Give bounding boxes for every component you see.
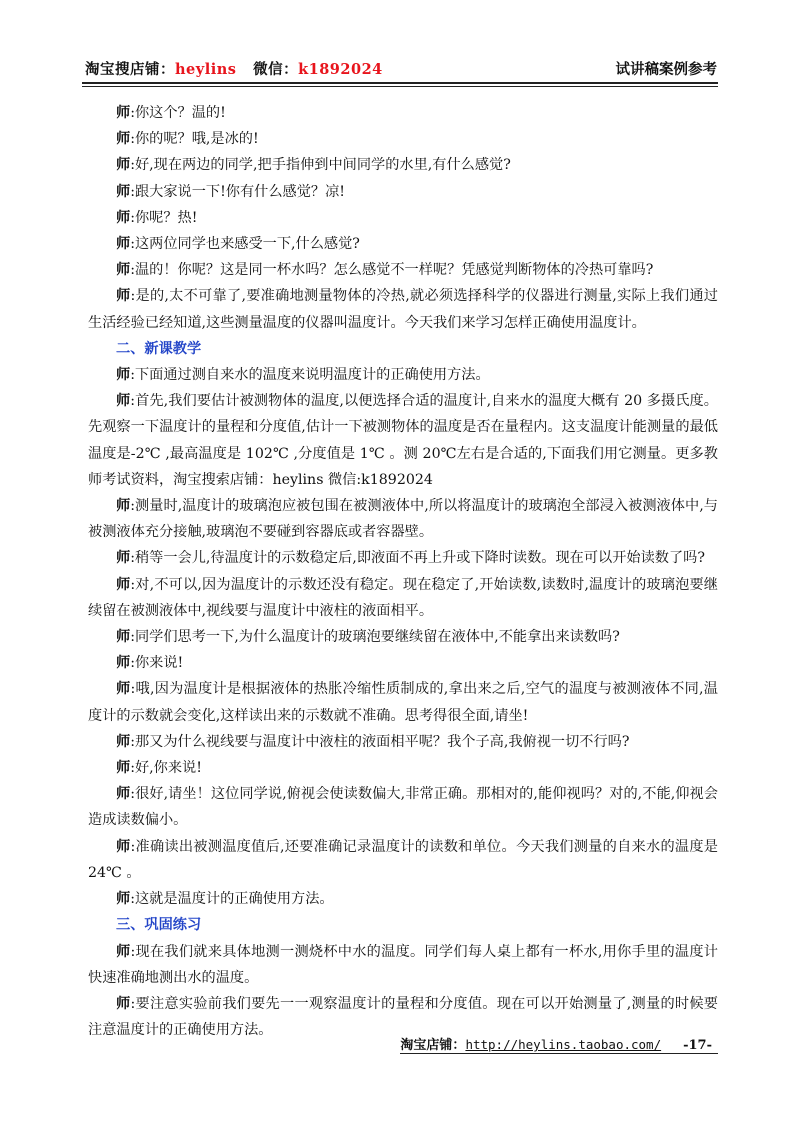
dialogue-paragraph bbox=[88, 886, 718, 912]
dialogue-text: :很好,请坐！这位同学说,俯视会使读数偏大,非常正确。那相对的,能仰视吗？对的,不能,仰视会造成读数偏小。 bbox=[88, 786, 718, 829]
dialogue-paragraph bbox=[88, 152, 718, 178]
speaker-label: 师 bbox=[116, 131, 131, 148]
document-body bbox=[88, 100, 718, 1043]
dialogue-paragraph bbox=[88, 257, 718, 283]
dialogue-paragraph bbox=[88, 126, 718, 152]
header-rule-thick bbox=[82, 82, 718, 84]
speaker-label: 师 bbox=[116, 157, 131, 174]
page-footer bbox=[400, 1034, 712, 1053]
dialogue-text: :是的,太不可靠了,要准确地测量物体的冷热,就必须选择科学的仪器进行测量,实际上我们通过生活经验已经知道,这些测量温度的仪器叫温度计。今天我们来学习怎样正确使用温度计。 bbox=[88, 288, 718, 331]
dialogue-paragraph bbox=[88, 939, 718, 991]
dialogue-paragraph bbox=[88, 231, 718, 257]
speaker-label: 师 bbox=[116, 236, 131, 253]
header-rule-thin bbox=[82, 86, 718, 87]
dialogue-text: :同学们思考一下,为什么温度计的玻璃泡要继续留在液体中,不能拿出来读数吗? bbox=[130, 629, 620, 646]
speaker-label: 师 bbox=[116, 733, 131, 750]
header-wechat-label: 微信： bbox=[253, 61, 299, 78]
speaker-label: 师 bbox=[116, 786, 131, 803]
dialogue-paragraph bbox=[88, 755, 718, 781]
header-wechat-id: k1892024 bbox=[298, 61, 383, 78]
dialogue-paragraph bbox=[88, 572, 718, 624]
dialogue-text: :这两位同学也来感受一下,什么感觉? bbox=[130, 236, 360, 253]
page-number: -17- bbox=[683, 1038, 712, 1053]
dialogue-paragraph bbox=[88, 650, 718, 676]
dialogue-paragraph bbox=[88, 362, 718, 388]
speaker-label: 师 bbox=[116, 498, 131, 515]
speaker-label: 师 bbox=[116, 943, 131, 960]
section-heading bbox=[88, 336, 718, 362]
speaker-label: 师 bbox=[116, 629, 131, 646]
dialogue-text: :那又为什么视线要与温度计中液柱的液面相平呢？我个子高,我俯视一切不行吗? bbox=[130, 733, 630, 750]
dialogue-text: :你呢？热! bbox=[130, 209, 198, 226]
footer-rule bbox=[400, 1053, 718, 1054]
dialogue-paragraph bbox=[88, 205, 718, 231]
header-shop-name: heylins bbox=[175, 61, 237, 78]
footer-url-link[interactable]: http://heylins.taobao.com/ bbox=[465, 1037, 662, 1052]
speaker-label: 师 bbox=[116, 262, 131, 279]
dialogue-text: :对,不可以,因为温度计的示数还没有稳定。现在稳定了,开始读数,读数时,温度计的玻璃泡要继续留在被测液体中,视线要与温度计中液柱的液面相平。 bbox=[88, 576, 718, 619]
header-shop-info bbox=[85, 58, 383, 79]
dialogue-text: :好,你来说! bbox=[130, 760, 202, 777]
page-header bbox=[85, 58, 717, 80]
dialogue-text: :哦,因为温度计是根据液体的热胀冷缩性质制成的,拿出来之后,空气的温度与被测液体不同,温度计的示数就会变化,这样读出来的示数就不准确。思考得很全面,请坐! bbox=[88, 681, 718, 724]
dialogue-paragraph bbox=[88, 834, 718, 886]
speaker-label: 师 bbox=[116, 838, 131, 855]
speaker-label: 师 bbox=[116, 209, 131, 226]
speaker-label: 师 bbox=[116, 550, 131, 567]
dialogue-text: :下面通过测自来水的温度来说明温度计的正确使用方法。 bbox=[130, 367, 490, 384]
header-title: 试讲稿案例参考 bbox=[615, 61, 717, 78]
dialogue-paragraph bbox=[88, 388, 718, 493]
dialogue-text: :你的呢？哦,是冰的! bbox=[130, 131, 259, 148]
dialogue-paragraph bbox=[88, 676, 718, 728]
dialogue-text: :稍等一会儿,待温度计的示数稳定后,即液面不再上升或下降时读数。现在可以开始读数了吗? bbox=[130, 550, 705, 567]
dialogue-text: :现在我们就来具体地测一测烧杯中水的温度。同学们每人桌上都有一杯水,用你手里的温度计快速准确地测出水的温度。 bbox=[88, 943, 718, 986]
header-shop-label: 淘宝搜店铺： bbox=[85, 61, 175, 78]
speaker-label: 师 bbox=[116, 995, 131, 1012]
dialogue-paragraph bbox=[88, 545, 718, 571]
dialogue-paragraph bbox=[88, 493, 718, 545]
dialogue-text: :好,现在两边的同学,把手指伸到中间同学的水里,有什么感觉? bbox=[130, 157, 511, 174]
dialogue-text: :你来说! bbox=[130, 655, 184, 672]
dialogue-paragraph bbox=[88, 283, 718, 335]
dialogue-paragraph bbox=[88, 729, 718, 755]
dialogue-text: :准确读出被测温度值后,还要准确记录温度计的读数和单位。今天我们测量的自来水的温度是 24℃ 。 bbox=[88, 838, 718, 881]
speaker-label: 师 bbox=[116, 105, 131, 121]
speaker-label: 师 bbox=[116, 681, 131, 698]
speaker-label: 师 bbox=[116, 367, 131, 384]
dialogue-text: :首先,我们要估计被测物体的温度,以便选择合适的温度计,自来水的温度大概有 20 多摄氏度。先观察一下温度计的量程和分度值,估计一下被测物体的温度是否在量程内。这支温度计能测量的最低温度是-2℃ ,最高温度是 102℃ ,分度值是 1℃ 。测 20℃左右是合适的,下面我们用它测量。更多教师考试资料，淘宝搜索店铺：heylins 微信:k1892024 bbox=[88, 393, 718, 488]
speaker-label: 师 bbox=[116, 655, 131, 672]
dialogue-text: :要注意实验前我们要先一一观察温度计的量程和分度值。现在可以开始测量了,测量的时候要注意温度计的正确使用方法。 bbox=[88, 995, 718, 1039]
speaker-label: 师 bbox=[116, 183, 131, 200]
speaker-label: 师 bbox=[116, 760, 131, 777]
dialogue-text: :跟大家说一下!你有什么感觉？凉! bbox=[130, 183, 346, 200]
dialogue-paragraph bbox=[88, 624, 718, 650]
section-heading-text: 二、新课教学 bbox=[116, 340, 202, 357]
speaker-label: 师 bbox=[116, 393, 131, 410]
dialogue-paragraph bbox=[88, 100, 718, 126]
dialogue-text: :你这个？温的! bbox=[130, 105, 226, 121]
speaker-label: 师 bbox=[116, 891, 131, 908]
dialogue-paragraph bbox=[88, 781, 718, 833]
dialogue-text: :测量时,温度计的玻璃泡应被包围在被测液体中,所以将温度计的玻璃泡全部浸入被测液体中,与被测液体充分接触,玻璃泡不要碰到容器底或者容器壁。 bbox=[88, 498, 718, 541]
dialogue-text: :这就是温度计的正确使用方法。 bbox=[130, 891, 334, 908]
dialogue-text: :温的！你呢？这是同一杯水吗？怎么感觉不一样呢？凭感觉判断物体的冷热可靠吗? bbox=[130, 262, 654, 279]
speaker-label: 师 bbox=[116, 576, 131, 593]
footer-shop-label: 淘宝店铺： bbox=[400, 1038, 466, 1053]
speaker-label: 师 bbox=[116, 288, 131, 305]
dialogue-paragraph bbox=[88, 179, 718, 205]
section-heading-text: 三、巩固练习 bbox=[116, 917, 202, 934]
section-heading bbox=[88, 912, 718, 938]
